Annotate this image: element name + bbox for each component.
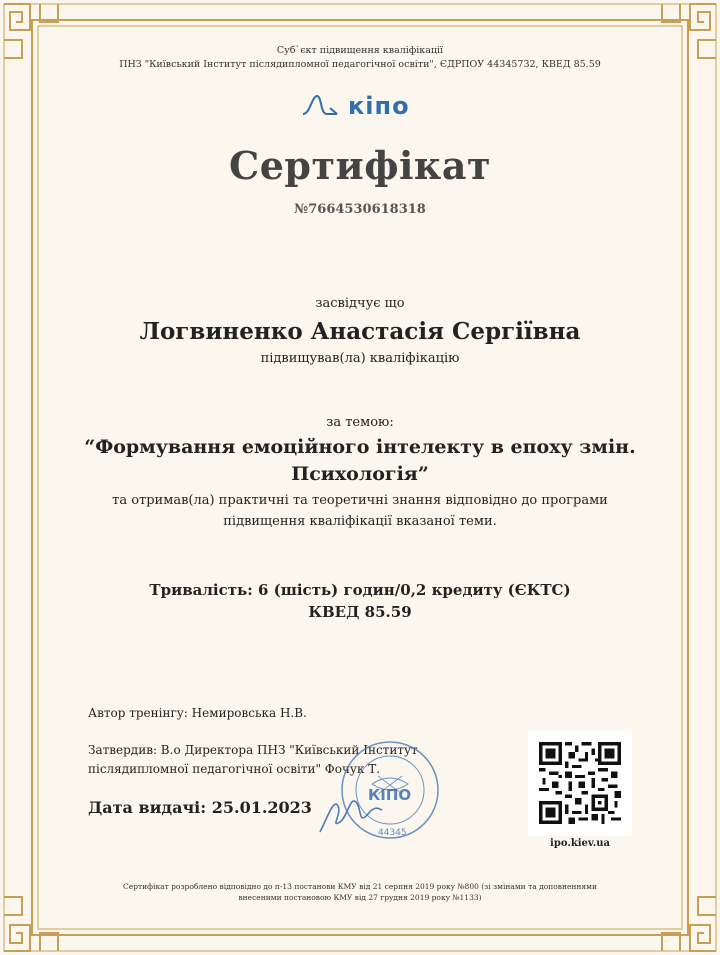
logo-text: кіпо [348, 92, 410, 120]
stamp-code: 44345 [378, 828, 407, 838]
wave-logo-icon [300, 90, 340, 122]
certificate-number: №7664530618318 [294, 202, 426, 217]
legal-footnote [0, 881, 720, 903]
recipient-name: Логвиненко Анастасія Сергіївна [139, 318, 581, 345]
improved-label: підвищував(ла) кваліфікацію [260, 351, 460, 366]
duration: Тривалість: 6 (шість) годин/0,2 кредиту (ЄКТС) [149, 581, 571, 599]
issue-date: Дата видачі: 25.01.2023 [88, 798, 312, 817]
kipo-logo [300, 90, 422, 122]
duration-block [0, 579, 720, 623]
certificate-title: Сертифікат [228, 143, 492, 188]
kved-code: КВЕД 85.59 [308, 603, 412, 621]
approved-line-1: Затвердив: В.о Директора ПНЗ "Київський Інститут [88, 743, 418, 757]
topic-line-2: Психологія” [291, 463, 429, 485]
knowledge-line-2: підвищення кваліфікації вказаної теми. [223, 514, 497, 529]
provider-header [0, 44, 720, 72]
provider-line-2: ПНЗ "Київський Інститут післядипломної педагогічної освіти", ЄДРПОУ 44345732, КВЕД 85.59 [119, 59, 601, 70]
qr-code[interactable] [528, 730, 632, 836]
official-stamp [318, 736, 442, 848]
topic-title [0, 434, 720, 488]
knowledge-statement [0, 490, 720, 532]
topic-line-1: “Формування емоційного інтелекту в епоху змін. [84, 436, 636, 458]
website-label[interactable]: ipo.kiev.ua [550, 838, 610, 849]
stamp-text: КІПО [368, 786, 412, 804]
approved-line-2: післядипломної педагогічної освіти" Фочук Т. [88, 762, 381, 776]
footnote-line-1: Сертифікат розроблено відповідно до п-13 постанови КМУ від 21 серпня 2019 року №800 (зі змінами та доповненнями [123, 882, 597, 891]
certifies-label: засвідчує що [315, 296, 405, 311]
trainer-author: Автор тренінгу: Немировська Н.В. [88, 706, 307, 720]
footnote-line-2: внесеними постановою КМУ від 27 грудня 2019 року №1133) [238, 893, 482, 902]
knowledge-line-1: та отримав(ла) практичні та теоретичні знання відповідно до програми [112, 493, 608, 508]
qr-code-icon [539, 742, 621, 824]
topic-label: за темою: [326, 415, 394, 430]
provider-line-1: Суб`єкт підвищення кваліфікації [276, 45, 444, 56]
